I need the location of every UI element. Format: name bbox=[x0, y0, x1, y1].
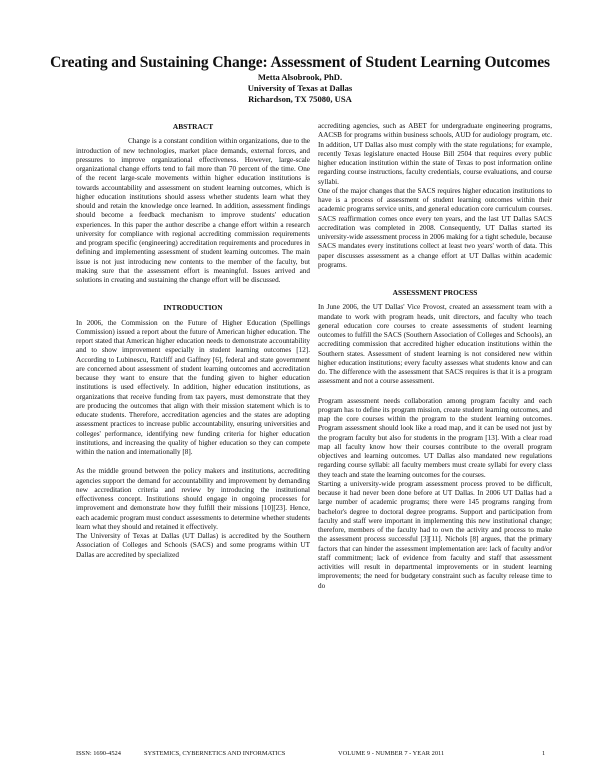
footer-page-number: 1 bbox=[542, 750, 546, 757]
assessment-paragraph: Starting a university-wide program assessment process proved to be difficult, because it had never been done before at UT Dallas. In 2006 UT Dallas had a large number of academic programs; there were 145 programs ranging from bachelor's degree to doctoral degree programs. Support and participation from faculty and staff were important in implementing this new institutional change; therefore, members of the faculty had to own the activity and process to make the assessment process successful [3][11]. Nichols [8] argues, that the primary factors that can hinder the assessment implementation are: lack of faculty and/or staff commitment; lack of evidence from faculty and staff that assessment activities will result in departmental improvements or in student learning improvements; the need for budgetary constraint such as faculty release time to do bbox=[318, 479, 552, 590]
author-name: Metta Alsobrook, PhD. bbox=[257, 72, 343, 82]
footer-volume: VOLUME 9 - NUMBER 7 - YEAR 2011 bbox=[338, 750, 445, 757]
author-block bbox=[0, 72, 600, 105]
assessment-process-heading: ASSESSMENT PROCESS bbox=[392, 288, 478, 297]
footer-journal: SYSTEMICS, CYBERNETICS AND INFORMATICS bbox=[144, 750, 286, 757]
abstract-heading: ABSTRACT bbox=[172, 122, 214, 131]
abstract-text: Change is a constant condition within organizations, due to the introduction of new technologies, market place demands, external forces, and pressures to improve organizational effectiveness. However, large-scale organizational change efforts tend to fail more than 70 percent of the time. One of the recent large-scale movements within higher education institutions is towards accountability and assessment on student learning outcomes, which is higher education institutions should assess whether students learn what they should and retain the knowledge once learned. In addition, assessment findings should become a feedback mechanism to improve students' education experiences. In this paper the author describe a change effort within a research university for compliance with regional accrediting commission requirements and program specific (engineering) accreditation requirements and procedures in defining and implementing assessment of student learning outcomes. The main issue is not just introducing new contents to the member of the faculty, but making sure that the assessment effort is meaningful. Issues arrived and solutions in creating and sustaining the change effort will be discussed. bbox=[76, 137, 310, 284]
assessment-paragraph: In June 2006, the UT Dallas' Vice Provost, created an assessment team with a mandate to work with program heads, unit directors, and faculty who teach general education core courses to create assessments of student learning outcomes to fulfill the SACS (Southern Association of Colleges and Schools), an accrediting commission that accredited higher education institutions within the Southern states. Assessment of student learning is not considered new within higher education institutions; every faculty assesses what students know and can do. The difference with the assessment that SACS requires is that it is a program assessment and not a course assessment. bbox=[318, 303, 552, 386]
intro-paragraph: As the middle ground between the policy makers and institutions, accrediting agencies support the demand for accountability and improvement by demanding new accreditation criteria and review by introducing the institutional effectiveness concept. Institutions should engage in ongoing processes for improvement and demonstrate how they fulfill their missions [10][23]. Hence, each academic program must conduct assessments to determine whether students learn what they should and retained it effectively. bbox=[76, 467, 310, 531]
body-paragraph: One of the major changes that the SACS requires higher education institutions to have is a process of assessment of student learning outcomes within their academic programs service units, and general education core curriculum courses. SACS reaffirmation comes once every ten years, and the last UT Dallas SACS accreditation was completed in 2008. Consequently, UT Dallas started its university-wide assessment process in 2006 making for a tight schedule, because SACS mandates every institutions collect at least two years' worth of data. This paper discusses assessment as a change effort at UT Dallas within academic programs. bbox=[318, 186, 552, 269]
footer-issn: ISSN: 1690-4524 bbox=[76, 750, 121, 757]
author-location: Richardson, TX 75080, USA bbox=[248, 94, 352, 104]
right-column bbox=[318, 122, 552, 591]
assessment-paragraph: Program assessment needs collaboration among program faculty and each program has to define its program mission, create student learning outcomes, and map the core courses within the program to the student learning outcomes. Program assessment should look like a road map, and it can be used not just by the program faculty but also for students in the program [13]. With a clear road map all faculty know how their courses contribute to the overall program objectives and learning outcomes. UT Dallas also mandated new regulations regarding course syllabi: all faculty members must create syllabi for every class they teach and state the learning outcomes for the courses. bbox=[318, 396, 552, 479]
body-paragraph: accrediting agencies, such as ABET for undergraduate engineering programs, AACSB for programs within business schools, AUD for audiology program, etc. In addition, UT Dallas also must comply with the state regulations; for example, recently Texas legislature enacted House Bill 2504 that requires every public higher education institution within the state of Texas to post information online regarding course instructions, faculty credentials, course evaluations, and course syllabi. bbox=[318, 122, 552, 186]
author-affiliation: University of Texas at Dallas bbox=[247, 83, 353, 93]
intro-paragraph: The University of Texas at Dallas (UT Dallas) is accredited by the Southern Association of Colleges and Schools (SACS) and some programs within UT Dallas are accredited by specialized bbox=[76, 532, 310, 559]
paper-title: Creating and Sustaining Change: Assessment of Student Learning Outcomes bbox=[50, 54, 550, 71]
introduction-heading: INTRODUCTION bbox=[163, 303, 223, 313]
left-column bbox=[76, 122, 310, 560]
intro-paragraph: In 2006, the Commission on the Future of Higher Education (Spellings Commission) issued a report about the future of American higher education. The report stated that American higher education needs to demonstrate accountability and to show improvement especially in student learning outcomes [12]. According to Lubinescu, Ratcliff and Gaffney [6], federal and state government are concerned about assessment of student learning outcomes and accreditation because they want to ensure that the funding given to higher education institutions is used effectively. In addition, higher education institutions, as organizations that receive funding from tax payers, must demonstrate that they are producing the outcomes that align with their mission statement which is to educate students. Therefore, accreditation agencies and the states are adopting assessment practices to increase public accountability, ensuring universities and colleges' performance, identifying new funding criteria for higher education institutions, and increasing the quality of higher education so they can compete within the nation and internationally [8]. bbox=[76, 318, 310, 456]
